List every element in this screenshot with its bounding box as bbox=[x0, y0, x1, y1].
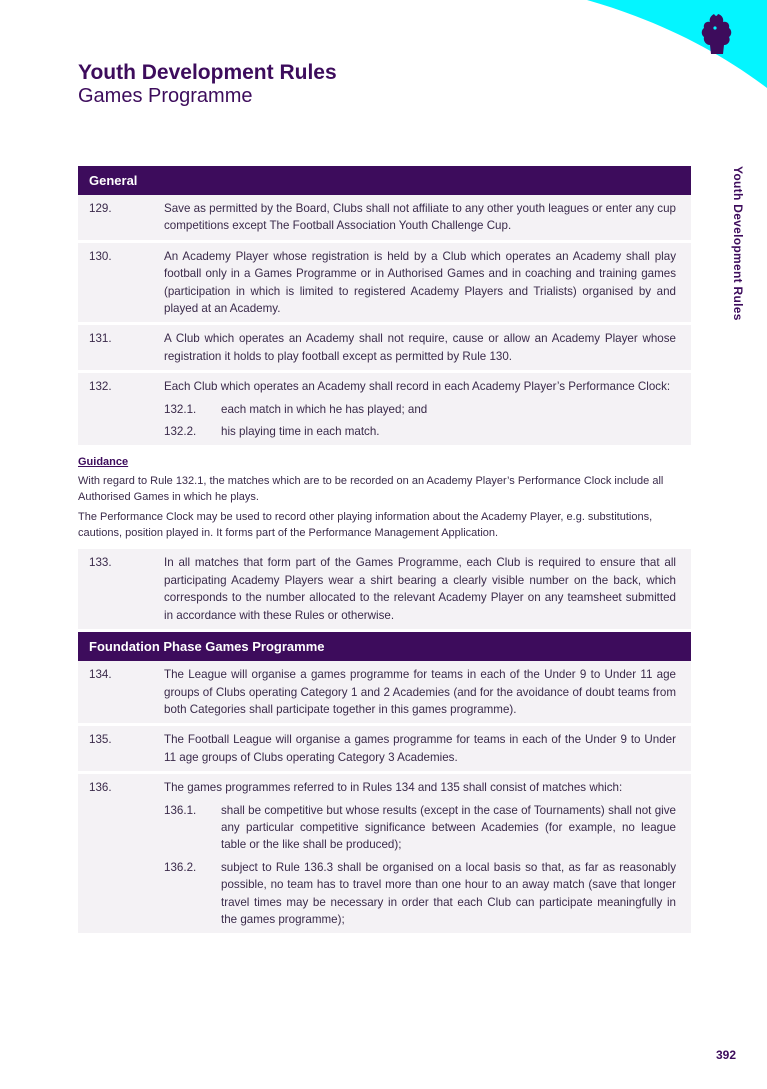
rule-number: 130. bbox=[89, 249, 112, 263]
rule-136 bbox=[78, 774, 691, 936]
sub-rule-132-2 bbox=[164, 423, 676, 440]
rule-text: The Football League will organise a games programme for teams in each of the Under 9 to Under 11 age groups of Clubs operating Category 3 Academies. bbox=[164, 733, 676, 764]
sub-rule-132-1 bbox=[164, 401, 676, 418]
rule-number: 133. bbox=[89, 556, 112, 570]
rule-text: The games programmes referred to in Rules 134 and 135 shall consist of matches which: bbox=[164, 781, 623, 795]
guidance-title: Guidance bbox=[78, 456, 129, 469]
rule-number: 132. bbox=[89, 380, 112, 394]
rule-130 bbox=[78, 243, 691, 326]
sub-rule-text: subject to Rule 136.3 shall be organised on a local basis so that, as far as reasonably possible, no team has to travel more than one hour to an away match (save that longer travel times may be necessary in order that each Club can participate meaningfully in the games programme); bbox=[221, 860, 676, 926]
section-header-foundation: Foundation Phase Games Programme bbox=[78, 632, 691, 661]
rule-129 bbox=[78, 195, 691, 243]
rules-content bbox=[78, 166, 691, 936]
rule-number: 131. bbox=[89, 332, 112, 346]
side-section-label: Youth Development Rules bbox=[731, 166, 745, 321]
rule-135 bbox=[78, 726, 691, 774]
sub-rule-number: 136.2. bbox=[164, 860, 197, 874]
sub-rule-136-2 bbox=[164, 859, 676, 929]
rule-text: In all matches that form part of the Games Programme, each Club is required to ensure that all participating Academy Players wear a shirt bearing a clearly visible number on the back, which corresponds to the number allocated to the relevant Academy Player on any teamsheet submitted in accordance with these Rules or otherwise. bbox=[164, 556, 676, 622]
rule-number: 129. bbox=[89, 202, 112, 215]
rule-134 bbox=[78, 661, 691, 726]
rule-text: The League will organise a games programme for teams in each of the Under 9 to Under 11 age groups of Clubs operating Category 1 and 2 Academies (and for the avoidance of doubt teams from both Categories shall participate together in this games programme). bbox=[164, 668, 676, 716]
guidance-paragraph: The Performance Clock may be used to record other playing information about the Academy Player, e.g. substitutions, cautions, position played in. It forms part of the Performance Management Application. bbox=[78, 511, 653, 540]
rule-text: A Club which operates an Academy shall not require, cause or allow an Academy Player whose registration it holds to play football except as permitted by Rule 130. bbox=[164, 332, 676, 363]
sub-rule-136-1 bbox=[164, 802, 676, 854]
rule-number: 136. bbox=[89, 781, 112, 795]
page-title: Youth Development Rules bbox=[78, 61, 337, 84]
rule-text: Save as permitted by the Board, Clubs shall not affiliate to any other youth leagues or enter any cup competitions except The Football Association Youth Challenge Cup. bbox=[164, 202, 676, 233]
corner-decoration bbox=[567, 0, 767, 90]
rule-133 bbox=[78, 549, 691, 632]
title-block bbox=[78, 60, 337, 108]
page-number: 392 bbox=[716, 1048, 737, 1062]
guidance-block bbox=[78, 448, 691, 549]
sub-rule-number: 132.2. bbox=[164, 425, 197, 439]
sub-rule-text: each match in which he has played; and bbox=[221, 402, 428, 416]
section-header-general: General bbox=[78, 166, 691, 195]
rule-131 bbox=[78, 325, 691, 373]
sub-rule-number: 132.1. bbox=[164, 402, 197, 416]
sub-rule-text: shall be competitive but whose results (except in the case of Tournaments) shall not give any particular competitive significance between Academies (for example, no league table or the like shall be produced); bbox=[221, 803, 676, 852]
guidance-paragraph: With regard to Rule 132.1, the matches which are to be recorded on an Academy Player’s Performance Clock include all Authorised Games in which he plays. bbox=[78, 475, 664, 504]
page-subtitle: Games Programme bbox=[78, 85, 253, 107]
rule-text: Each Club which operates an Academy shall record in each Academy Player’s Performance Clock: bbox=[164, 380, 671, 394]
sub-rule-text: his playing time in each match. bbox=[221, 425, 380, 439]
rule-132 bbox=[78, 373, 691, 448]
rule-text: An Academy Player whose registration is held by a Club which operates an Academy shall play football only in a Games Programme or in Authorised Games and in coaching and training games (participation in which is limited to registered Academy Players and Trialists) organised by and played at an Academy. bbox=[164, 249, 676, 316]
rule-number: 135. bbox=[89, 733, 112, 747]
rule-number: 134. bbox=[89, 668, 112, 682]
sub-rule-number: 136.1. bbox=[164, 803, 197, 817]
